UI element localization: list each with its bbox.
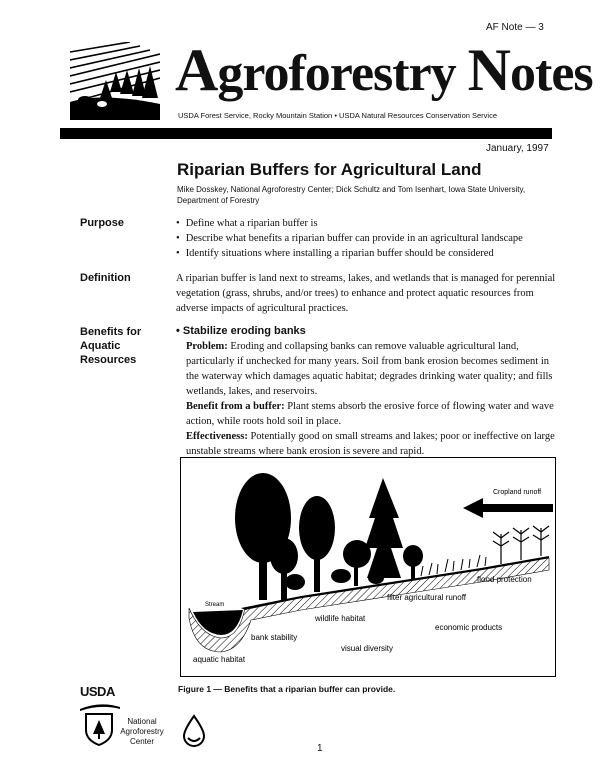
benefit-heading-text: Stabilize eroding banks bbox=[182, 325, 306, 337]
masthead-a: A bbox=[175, 37, 218, 103]
effectiveness-label: Effectiveness: bbox=[186, 431, 248, 442]
publication-date: January, 1997 bbox=[486, 143, 549, 154]
page-number: 1 bbox=[317, 743, 323, 754]
benefits-section bbox=[176, 324, 556, 459]
label-bank-stability: bank stability bbox=[251, 633, 298, 642]
masthead-n: N bbox=[467, 37, 510, 103]
problem-text: Eroding and collapsing banks can remove valuable agricultural land, particularly if unchecked for many years. Soil from bank erosion becomes sediment in the waterway which damages aquatic habitat; degrades drinking water quality; and fills wetlands, lakes, and reservoirs. bbox=[186, 341, 553, 397]
nac-line: Agroforestry bbox=[120, 727, 164, 736]
article-title: Riparian Buffers for Agricultural Land bbox=[177, 160, 482, 179]
label-stream: Stream bbox=[205, 602, 225, 608]
purpose-label: Purpose bbox=[80, 217, 125, 229]
usda-logo-text: USDA bbox=[80, 684, 115, 699]
label-economic-products: economic products bbox=[435, 623, 503, 632]
masthead-groforestry: groforestry bbox=[217, 45, 468, 102]
nac-line: Center bbox=[129, 737, 154, 746]
agency-line: USDA Forest Service, Rocky Mountain Station • USDA Natural Resources Conservation Service bbox=[178, 111, 498, 120]
effectiveness-paragraph bbox=[176, 429, 556, 459]
water-drop-icon bbox=[180, 714, 208, 748]
benefits-label-line: Aquatic bbox=[80, 340, 121, 352]
conifer-tree bbox=[365, 478, 403, 578]
figure-caption: Figure 1 — Benefits that a riparian buffer can provide. bbox=[178, 684, 396, 694]
benefit-heading: • Stabilize eroding banks bbox=[176, 325, 306, 337]
authors: Mike Dosskey, National Agroforestry Center; Dick Schultz and Tom Isenhart, Iowa State University, Department of Forestry bbox=[177, 185, 526, 205]
riparian-buffer-figure bbox=[180, 457, 556, 677]
list-item: • Identify situations where installing a riparian buffer should be considered bbox=[176, 246, 556, 261]
benefits-label-line: Resources bbox=[80, 354, 137, 366]
usda-logo-swoosh bbox=[80, 703, 120, 711]
benefits-label bbox=[80, 325, 141, 367]
list-item: • Describe what benefits a riparian buffer can provide in an agricultural landscape bbox=[176, 231, 556, 246]
label-filter-runoff: filter agricultural runoff bbox=[387, 593, 466, 602]
note-id: AF Note — 3 bbox=[486, 22, 544, 33]
nac-label bbox=[118, 717, 166, 747]
benefits-label-line: Benefits for bbox=[80, 326, 142, 338]
forest-service-shield-icon bbox=[84, 712, 114, 746]
list-item: • Define what a riparian buffer is bbox=[176, 216, 556, 231]
label-visual-diversity: visual diversity bbox=[341, 644, 394, 653]
masthead-title bbox=[175, 36, 593, 105]
usda-logo bbox=[80, 684, 120, 714]
benefit-label: Benefit from a buffer: bbox=[186, 401, 285, 412]
label-aquatic-habitat: aquatic habitat bbox=[193, 655, 246, 664]
label-wildlife-habitat: wildlife habitat bbox=[315, 614, 366, 623]
definition-text: A riparian buffer is land next to streams, lakes, and wetlands that is managed for perennial vegetation (grass, shrubs, and/or trees) to enhance and protect aquatic resources from adverse impacts of agricultural practices. bbox=[176, 273, 556, 314]
masthead-otes: otes bbox=[510, 45, 593, 102]
purpose-list bbox=[176, 216, 556, 261]
runoff-arrow bbox=[463, 498, 553, 518]
benefit-paragraph bbox=[176, 399, 556, 429]
header-rule bbox=[60, 128, 552, 139]
benefit-text: Plant stems absorb the erosive force of flowing water and wave action, while roots hold soil in place. bbox=[186, 401, 554, 427]
label-flood-protection: flood protection bbox=[477, 575, 532, 584]
agroforestry-logo-image bbox=[70, 42, 160, 120]
problem-label: Problem: bbox=[186, 341, 228, 352]
problem-paragraph bbox=[176, 339, 556, 399]
nac-line: National bbox=[127, 717, 157, 726]
effectiveness-text: Potentially good on small streams and lakes; poor or ineffective on large unstable streams where bank erosion is severe and rapid. bbox=[186, 431, 555, 457]
definition-label: Definition bbox=[80, 272, 131, 284]
label-cropland-runoff: Cropland runoff bbox=[493, 489, 542, 496]
